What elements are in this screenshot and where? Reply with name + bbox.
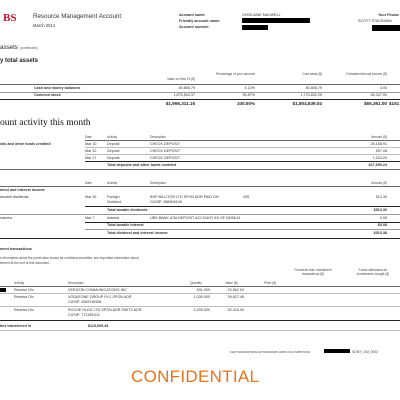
redacted-date xyxy=(0,288,6,292)
financial-advisor-name: SCOTT STACKMAN xyxy=(358,19,392,23)
transfers-note-1: e information about the price/value shown for restricted securities, see Important information about xyxy=(0,256,139,260)
deposit-description: CHECK DEPOSIT xyxy=(150,149,181,153)
deposit-date: Mar 17 xyxy=(85,156,97,160)
deposit-activity: Deposit xyxy=(107,142,120,146)
account-name-label: Account name: xyxy=(179,13,206,17)
transfer-activity: Receive Dlc xyxy=(14,295,34,299)
col-description: Description xyxy=(150,181,166,185)
asset-cost: 1,723,832.25 xyxy=(300,93,322,97)
redacted-advisor-phone xyxy=(372,25,400,31)
col-amount: Amount ($) xyxy=(371,135,387,139)
transfers-note-2: tement at the end of this document. xyxy=(0,261,50,265)
transfer-quantity: 1,400.000 xyxy=(193,308,210,312)
col-quantity: Quantity xyxy=(190,281,202,285)
col-cost-basis xyxy=(290,72,322,76)
deposit-date: Mar 12 xyxy=(85,149,97,153)
transfers-total-label: ties transferred in xyxy=(0,324,32,328)
statement-date: March 2014 xyxy=(33,23,56,28)
dividend-quantity: 435 xyxy=(243,195,250,199)
account-type-title: Resource Management Account xyxy=(33,13,122,20)
transfer-quantity: 501.000 xyxy=(196,288,210,292)
col-description: Description xyxy=(150,135,166,139)
transfers-label: ment transactions xyxy=(0,247,32,251)
continued-note: (continued) xyxy=(19,46,38,50)
col-funds-text: Funds withdrawn for investments bought ($) xyxy=(356,268,390,276)
transfer-value: 23,562.03 xyxy=(227,288,244,292)
taxable-dividends-label: taxable dividends xyxy=(0,195,29,199)
transfer-cusip: CUSIP: 92857W308 xyxy=(68,300,102,304)
col-percentage-text: Percentage of your account xyxy=(216,72,255,76)
total-cost: $1,804,639.04 xyxy=(292,101,322,106)
asset-pct: 4.13% xyxy=(244,86,255,90)
col-proceeds-text: Proceeds from investment transactions ($) xyxy=(294,268,332,276)
deposit-amount: 26,158.91 xyxy=(370,142,387,146)
deposit-description: CHECK DEPOSIT xyxy=(150,142,181,146)
dividend-activity-2: Dividend xyxy=(107,200,122,204)
total-assets-subtitle: y total assets xyxy=(0,58,39,64)
transfer-quantity: 1,039.000 xyxy=(193,295,210,299)
col-funds xyxy=(350,269,396,277)
deposit-activity: Deposit xyxy=(107,156,120,160)
taxable-interest-label: Total taxable interest xyxy=(107,223,144,227)
redacted-account-number xyxy=(242,25,268,30)
total-pct: 100.00% xyxy=(236,101,255,106)
col-value: Value ($) xyxy=(225,281,238,285)
deposits-section-label: sits and other funds credited xyxy=(0,142,51,146)
asset-income: 65,347.00 xyxy=(370,93,387,97)
transfers-total: $115,605.49 xyxy=(88,324,109,328)
interest-amount: 0.08 xyxy=(379,216,387,220)
col-cost-basis-text: Cost basis ($) xyxy=(302,72,322,76)
account-name-value: GHISLAINE MAXWELL xyxy=(242,13,281,17)
deposit-amount: 507.08 xyxy=(375,149,387,153)
bates-number: SDNY_GM_0002 xyxy=(352,350,379,354)
col-price: Price ($) xyxy=(264,281,277,285)
div-int-total-label: Total dividend and interest income xyxy=(107,231,168,235)
assets-continued-heading xyxy=(0,44,38,51)
interest-date: Mar 7 xyxy=(85,216,95,220)
friendly-name-label: Friendly account name: xyxy=(179,19,221,23)
total-value: $1,956,311.16 xyxy=(165,101,195,106)
deposit-description: CHECK DEPOSIT xyxy=(150,156,181,160)
col-activity: Activity xyxy=(14,281,25,285)
financial-advisor-label: Your Financ xyxy=(378,13,400,17)
interest-activity: Interest xyxy=(107,216,120,220)
transfer-description: VODAFONE GROUP PLC SPON ADR xyxy=(68,295,132,299)
col-percentage xyxy=(215,72,255,76)
col-date: Date xyxy=(85,135,92,139)
activity-title: ount activity this month xyxy=(0,118,91,128)
col-description: Description xyxy=(68,281,84,285)
total-extra: $151 xyxy=(389,101,400,106)
transfer-description: VERIZON COMMUNICATIONS INC xyxy=(68,288,127,292)
dividend-section-label: dend and interest income xyxy=(0,188,45,192)
col-value: Value on Mar 31 ($) xyxy=(167,77,195,81)
col-annual-income xyxy=(345,72,387,76)
asset-cost: 80,806.79 xyxy=(305,86,322,90)
redacted-footer xyxy=(324,349,350,353)
col-annual-income-text: Estimated annual income ($) xyxy=(346,72,387,76)
deposit-amount: 1,033.25 xyxy=(372,156,387,160)
div-int-total: $513.38 xyxy=(373,231,387,235)
transfer-description: ROCHE HLDG LTD SPON ADR SWITZ ADR xyxy=(68,308,142,312)
asset-pct: 95.87% xyxy=(242,93,255,97)
deposit-date: Mar 10 xyxy=(85,142,97,146)
col-amount: Amount ($) xyxy=(371,181,387,185)
transfer-activity: Receive Dlc xyxy=(14,288,34,292)
ubs-logo: BS xyxy=(3,12,17,24)
dividend-date: Mar 26 xyxy=(85,195,97,199)
redacted-friendly-name xyxy=(242,18,310,23)
interest-label: interest xyxy=(0,216,13,220)
taxable-interest-total: $0.08 xyxy=(377,223,387,227)
footer-codes: CHP7000000479609-NF7000000405 00005 0314 SD5570004 xyxy=(230,350,311,354)
col-date: Date xyxy=(85,181,92,185)
taxable-total-label: Total taxable dividends xyxy=(107,208,148,212)
dividend-description: BHP BILLITON LTD SPON ADR PAID ON xyxy=(150,195,219,199)
interest-description: UBS BANK USA DEPOSIT ACCOUNT AS OF 03/08/14 xyxy=(150,216,241,220)
asset-label: Common stock xyxy=(34,93,61,97)
account-number-label: Account number: xyxy=(179,25,210,29)
col-proceeds xyxy=(290,269,336,277)
dividend-amount: 513.30 xyxy=(375,195,387,199)
confidential-stamp: CONFIDENTIAL xyxy=(131,367,260,386)
total-income: $65,351.00 xyxy=(364,101,387,106)
transfer-value: 52,416.00 xyxy=(227,308,244,312)
dividend-cusip: CUSIP: 088606108 xyxy=(150,200,182,204)
asset-value: 1,875,504.37 xyxy=(173,93,195,97)
asset-income: 4.00 xyxy=(379,86,387,90)
deposit-activity: Deposit xyxy=(107,149,120,153)
asset-label: Cash and money balances xyxy=(34,86,81,90)
transfer-activity: Receive Dlc xyxy=(14,308,34,312)
taxable-total: $513.30 xyxy=(373,208,387,212)
dividend-activity: Foreign xyxy=(107,195,120,199)
asset-value: 80,806.79 xyxy=(178,86,195,90)
col-activity: Activity xyxy=(107,135,118,139)
transfer-value: 39,627.46 xyxy=(227,295,244,299)
col-activity: Activity xyxy=(107,181,118,185)
deposits-total-label: Total deposits and other funds credited xyxy=(107,163,176,167)
transfer-cusip: CUSIP: 771195104 xyxy=(68,313,100,317)
deposits-total: $27,699.24 xyxy=(368,163,387,167)
assets-heading-text: assets xyxy=(0,44,18,51)
